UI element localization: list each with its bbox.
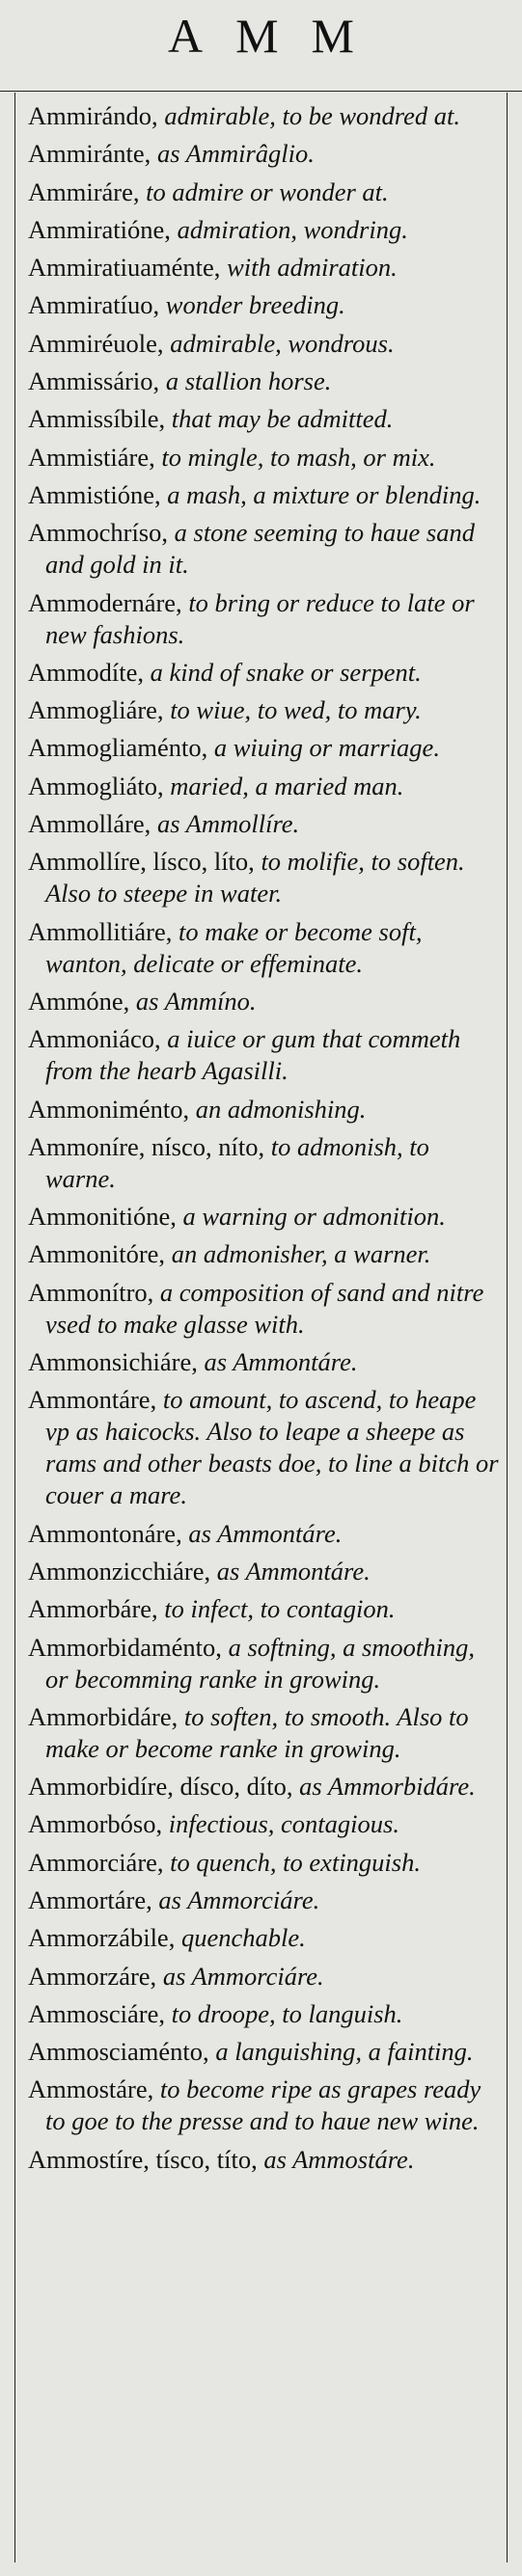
entry-definition: as Ammontáre.: [181, 1518, 343, 1548]
dictionary-entry: [28, 1094, 502, 1125]
dictionary-entry: [28, 1885, 502, 1916]
entry-definition: as Ammollíre.: [151, 809, 300, 839]
entry-headword: Ammistióne,: [28, 479, 161, 509]
dictionary-entry: [28, 1771, 502, 1803]
dictionary-entry: [28, 986, 502, 1017]
dictionary-entry: [28, 1346, 502, 1378]
dictionary-entry: [28, 732, 502, 764]
entry-definition: a softning, a smoothing, or becomming ranke in growing.: [45, 1632, 476, 1694]
entry-definition: to admonish, to warne.: [45, 1131, 429, 1193]
entry-definition: infectious, contagious.: [162, 1809, 399, 1839]
entry-headword: Ammiréuole,: [28, 328, 164, 358]
entry-headword: Ammonítro,: [28, 1277, 154, 1307]
entry-definition: as Ammorciáre.: [156, 1961, 324, 1991]
dictionary-entry: [28, 479, 502, 511]
entry-definition: quenchable.: [175, 1923, 306, 1953]
entry-headword: Ammonzicchiáre,: [28, 1556, 211, 1586]
entry-definition: to bring or reduce to late or new fashions.: [45, 587, 475, 649]
dictionary-entry: [28, 1201, 502, 1233]
dictionary-entry: [28, 214, 502, 246]
entry-definition: a stone seeming to haue sand and gold in it.: [45, 518, 475, 580]
entry-definition: wonder breeding.: [159, 290, 345, 320]
entry-headword: Ammorbáre,: [28, 1594, 158, 1624]
entry-headword: Ammorzábile,: [28, 1923, 176, 1953]
dictionary-entry: [28, 2074, 502, 2137]
entry-headword: Ammonitióne,: [28, 1202, 177, 1232]
entry-headword: Ammiratíuo,: [28, 290, 160, 320]
entry-headword: Ammontonáre,: [28, 1518, 182, 1548]
entry-definition: a languishing, a fainting.: [208, 2037, 474, 2067]
dictionary-entry: [28, 916, 502, 980]
entry-definition: as Ammontáre.: [197, 1347, 358, 1377]
entry-headword: Ammorbidaménto,: [28, 1632, 222, 1662]
dictionary-entry: [28, 1808, 502, 1840]
entry-definition: as Ammostáre.: [257, 2144, 415, 2174]
entry-definition: an admonisher, a warner.: [165, 1239, 431, 1269]
entry-headword: Ammogliáre,: [28, 695, 164, 725]
dictionary-entry: [28, 138, 502, 170]
dictionary-entry: [28, 587, 502, 651]
entry-definition: to infect, to contagion.: [157, 1594, 396, 1624]
entry-headword: Ammiratiuaménte,: [28, 253, 221, 283]
running-head: AMM: [167, 9, 388, 63]
dictionary-entry: [28, 517, 502, 581]
entry-headword: Ammoniménto,: [28, 1094, 190, 1124]
dictionary-entry: [28, 176, 502, 208]
dictionary-entry: [28, 1593, 502, 1625]
dictionary-entry: [28, 1961, 502, 1993]
entry-definition: a mash, a mixture or blending.: [160, 479, 481, 509]
entry-headword: Ammissíbile,: [28, 404, 166, 434]
entry-headword: Ammonitóre,: [28, 1239, 166, 1269]
entry-definition: admirable, to be wondred at.: [157, 101, 461, 130]
entry-headword: Ammirándo,: [28, 101, 158, 130]
entry-headword: Ammóne,: [28, 986, 130, 1016]
entry-headword: Ammostíre, tísco, títo,: [28, 2144, 258, 2174]
dictionary-entry: [28, 771, 502, 802]
entry-headword: Ammosciaménto,: [28, 2037, 209, 2067]
dictionary-entry: [28, 1998, 502, 2030]
entry-headword: Ammochríso,: [28, 518, 168, 548]
entry-definition: as Ammorciáre.: [151, 1885, 320, 1914]
entry-list: [14, 96, 508, 2182]
entry-headword: Ammollíre, lísco, líto,: [28, 847, 255, 877]
entry-definition: a kind of snake or serpent.: [143, 657, 422, 687]
entry-headword: Ammostáre,: [28, 2074, 154, 2104]
entry-headword: Ammogliáto,: [28, 771, 164, 800]
entry-headword: Ammissário,: [28, 366, 160, 396]
entry-definition: maried, a maried man.: [163, 771, 404, 800]
entry-headword: Ammistiáre,: [28, 442, 155, 472]
entry-definition: as Ammíno.: [129, 986, 257, 1016]
dictionary-entry: [28, 442, 502, 474]
dictionary-entry: [28, 846, 502, 909]
entry-definition: as Ammorbidáre.: [292, 1772, 476, 1802]
dictionary-entry: [28, 1384, 502, 1511]
entry-definition: a stallion horse.: [159, 366, 332, 396]
entry-headword: Ammiráre,: [28, 176, 140, 206]
dictionary-entry: [28, 328, 502, 360]
entry-headword: Ammonsichiáre,: [28, 1347, 198, 1377]
entry-definition: to soften, to smooth. Also to make or become ranke in growing.: [45, 1701, 469, 1763]
entry-headword: Ammoniáco,: [28, 1024, 161, 1054]
entry-definition: a warning or admonition.: [176, 1202, 446, 1232]
dictionary-entry: [28, 1277, 502, 1341]
dictionary-entry: [28, 100, 502, 132]
dictionary-entry: [28, 2036, 502, 2068]
entry-headword: Ammorbidíre, dísco, díto,: [28, 1772, 293, 1802]
entry-headword: Ammorciáre,: [28, 1847, 164, 1877]
dictionary-entry: [28, 1023, 502, 1087]
dictionary-entry: [28, 1131, 502, 1195]
entry-definition: to molifie, to soften. Also to steepe in water.: [45, 847, 465, 908]
dictionary-entry: [28, 252, 502, 284]
entry-headword: Ammoníre, nísco, níto,: [28, 1131, 265, 1161]
entry-definition: an admonishing.: [189, 1094, 367, 1124]
header-rule: [0, 91, 522, 92]
entry-definition: to quench, to extinguish.: [163, 1847, 421, 1877]
dictionary-entry: [28, 1632, 502, 1695]
entry-definition: to mingle, to mash, or mix.: [154, 442, 436, 472]
dictionary-entry: [28, 366, 502, 397]
dictionary-entry: [28, 1518, 502, 1550]
entry-headword: Ammortáre,: [28, 1885, 152, 1914]
entry-definition: to admire or wonder at.: [139, 176, 389, 206]
dictionary-entry: [28, 808, 502, 840]
entry-headword: Ammodernáre,: [28, 587, 182, 617]
entry-definition: a composition of sand and nitre vsed to make glasse with.: [45, 1277, 484, 1339]
entry-definition: to make or become soft, wanton, delicate or effeminate.: [45, 916, 423, 978]
entry-definition: to amount, to ascend, to heape vp as haicocks. Also to leape a sheepe as rams and other beasts doe, to line a bitch or couer a mare.: [45, 1385, 499, 1510]
entry-definition: a iuice or gum that commeth from the hearb Agasilli.: [45, 1024, 461, 1086]
entry-definition: as Ammontáre.: [210, 1556, 371, 1586]
entry-definition: admiration, wondring.: [170, 214, 408, 244]
entry-definition: that may be admitted.: [165, 404, 394, 434]
dictionary-entry: [28, 289, 502, 321]
dictionary-entry: [28, 1701, 502, 1765]
dictionary-entry: [28, 1238, 502, 1270]
entry-definition: to droope, to languish.: [165, 1998, 403, 2028]
entry-definition: a wiuing or marriage.: [207, 733, 440, 763]
dictionary-entry: [28, 657, 502, 689]
entry-headword: Ammollitiáre,: [28, 916, 173, 946]
dictionary-entry: [28, 694, 502, 726]
dictionary-entry: [28, 403, 502, 435]
entry-headword: Ammolláre,: [28, 809, 151, 839]
entry-definition: as Ammirâglio.: [151, 139, 315, 169]
dictionary-entry: [28, 1556, 502, 1587]
entry-headword: Ammorbidáre,: [28, 1701, 179, 1731]
dictionary-entry: [28, 2144, 502, 2176]
entry-headword: Ammorbóso,: [28, 1809, 163, 1839]
entry-headword: Ammodíte,: [28, 657, 144, 687]
entry-headword: Ammosciáre,: [28, 1998, 166, 2028]
entry-definition: with admiration.: [220, 253, 398, 283]
dictionary-entry: [28, 1922, 502, 1954]
entry-definition: to wiue, to wed, to mary.: [163, 695, 422, 725]
entry-headword: Ammogliaménto,: [28, 733, 208, 763]
entry-definition: admirable, wondrous.: [163, 328, 395, 358]
entry-headword: Ammorzáre,: [28, 1961, 157, 1991]
entry-headword: Ammontáre,: [28, 1385, 157, 1415]
entry-headword: Ammiránte,: [28, 139, 151, 169]
entry-headword: Ammiratióne,: [28, 214, 171, 244]
entry-definition: to become ripe as grapes ready to goe to the presse and to haue new wine.: [45, 2074, 481, 2136]
dictionary-entry: [28, 1847, 502, 1879]
